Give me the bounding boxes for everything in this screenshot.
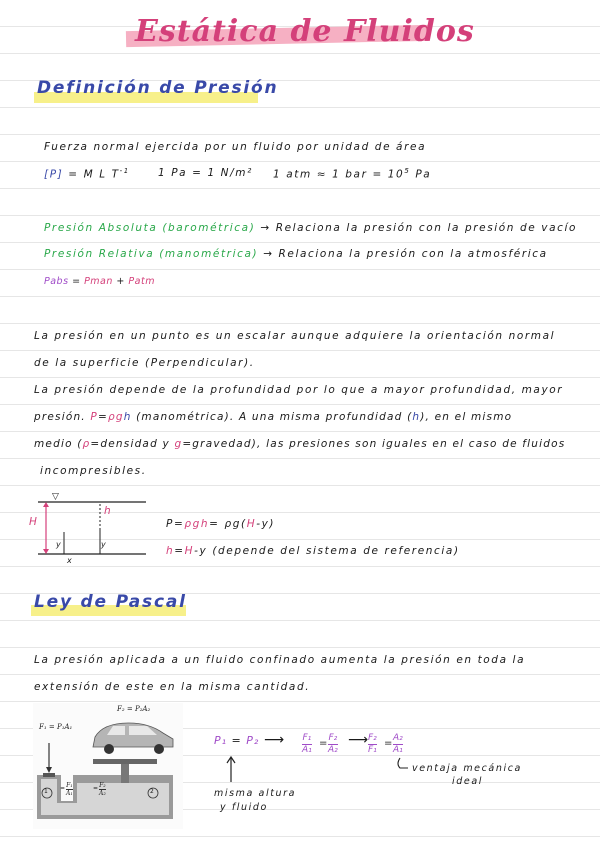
up-arrow-icon — [224, 754, 238, 784]
advantage-label-1: ventaja mecánica — [412, 763, 522, 774]
p4-rhog: ρg — [107, 411, 124, 423]
formula-eq: = — [72, 276, 81, 287]
frac-f2b: F₂ — [368, 733, 377, 743]
pascal-p1: P₁ — [214, 734, 228, 747]
diagram-label-h: h — [104, 505, 113, 517]
pascal-p-equality — [214, 734, 259, 747]
p4-h2: h — [412, 411, 421, 423]
formula-pabs: Pabs — [44, 276, 69, 287]
fig-frac1-den: A₁ — [66, 790, 73, 797]
atm-def-text: 1 atm ≈ 1 bar = 10 — [273, 168, 405, 181]
pascal-arrow-2: ⟶ — [348, 732, 369, 748]
p5-c: =gravedad), las presiones son iguales en el caso de fluidos — [182, 438, 566, 450]
paragraph-line-1: La presión en un punto es un escalar aunque adquiere la orientación normal — [34, 330, 556, 342]
fig-label-f1: F₁ = P₁A₁ — [39, 723, 73, 731]
pascal-note-2: y fluido — [220, 802, 268, 813]
diagram-label-y: y — [56, 540, 63, 549]
eq1-eq: = — [173, 518, 185, 530]
section-heading-presion: Definición de Presión — [37, 78, 279, 98]
eq1-h: h — [200, 518, 210, 530]
pascal-note-1: misma altura — [214, 788, 297, 799]
dimension-eq: = M L T — [68, 168, 120, 181]
paragraph-line-3: La presión depende de la profundidad por lo que a mayor profundidad, mayor — [34, 384, 564, 396]
pascal-frac-f2f1 — [368, 733, 377, 756]
diagram-label-y2: y — [101, 540, 108, 549]
rel-pressure-line — [44, 248, 548, 260]
formula-plus: + — [116, 276, 125, 287]
rel-pressure-desc: → Relaciona la presión con la atmosférica — [263, 248, 548, 260]
hydraulic-press-svg — [33, 703, 183, 829]
atm-exp: 5 — [404, 167, 411, 175]
pascal-line-1: La presión aplicada a un fluido confinado aumenta la presión en toda la — [34, 654, 526, 666]
atm-definition — [273, 167, 431, 181]
fig-frac2-num: F₂ — [99, 782, 106, 789]
depth-equation — [166, 545, 460, 557]
fig-frac2 — [99, 782, 106, 797]
fig-frac1-num: F₁ — [66, 782, 73, 789]
p5-rho: ρ — [82, 438, 91, 450]
pressure-sum-formula — [44, 276, 155, 287]
diagram-label-x: x — [67, 556, 74, 565]
eq2-h: h — [166, 545, 175, 557]
rel-pressure-term: Presión Relativa (manométrica) — [44, 248, 259, 260]
p4-h: h — [123, 411, 132, 423]
frac-f1b: F₁ — [368, 745, 377, 755]
p4-eq: = — [97, 411, 108, 423]
fig-eq1: = — [60, 785, 66, 792]
p4-b: (manométrica). A una misma profundidad ( — [136, 411, 413, 423]
fig-frac2-den: A₂ — [99, 790, 106, 797]
frac-a1: A₁ — [302, 745, 312, 755]
frac-f1: F₁ — [302, 733, 312, 743]
eq2-eq: = — [174, 545, 185, 557]
fig-frac1 — [66, 782, 73, 797]
frac-a2: A₂ — [328, 745, 338, 755]
definition-text: Fuerza normal ejercida por un fluido por unidad de área — [44, 141, 427, 153]
eq1-rhog: ρg — [184, 518, 201, 530]
p4-p: P — [90, 411, 98, 423]
fig-eq2: = — [93, 785, 99, 792]
p4-a: presión. — [34, 411, 86, 423]
eq2-note: (depende del sistema de referencia) — [212, 545, 460, 557]
dimension-bracket: [P] — [44, 168, 64, 181]
fig-num1: 1 — [44, 788, 48, 795]
frac-a1b: A₁ — [393, 745, 403, 755]
curved-arrow-icon — [394, 756, 410, 772]
p5-g: g — [174, 438, 183, 450]
paragraph-line-6: incompresibles. — [40, 465, 147, 477]
paragraph-line-4 — [34, 411, 512, 423]
formula-patm: Patm — [128, 276, 155, 287]
pascal-eq-3: = — [384, 738, 393, 749]
pascal-frac-a2a1 — [393, 733, 403, 756]
depth-diagram — [28, 492, 153, 567]
dimension-exp: -1 — [119, 167, 130, 175]
atm-unit: Pa — [415, 168, 432, 181]
section-heading-pascal: Ley de Pascal — [34, 592, 187, 612]
pascal-peq: = — [231, 734, 242, 747]
dimension-line — [44, 167, 130, 181]
frac-f2: F₂ — [328, 733, 338, 743]
page-title: Estática de Fluidos — [135, 14, 475, 49]
eq1-p: P — [166, 518, 174, 530]
pascal-definition: 1 Pa = 1 N/m² — [158, 167, 253, 179]
pascal-p2: P₂ — [246, 734, 260, 747]
diagram-label-H: H — [29, 516, 39, 528]
eq1-rest1: = ρg( — [209, 518, 247, 530]
abs-pressure-term: Presión Absoluta (barométrica) — [44, 222, 256, 234]
p5-a: medio ( — [34, 438, 83, 450]
paragraph-line-2: de la superficie (Perpendicular). — [34, 357, 255, 369]
eq2-H: H — [184, 545, 195, 557]
hydraulic-press-figure — [33, 703, 183, 829]
eq1-H: H — [246, 518, 257, 530]
p4-c: ), en el mismo — [420, 411, 513, 423]
formula-pman: Pman — [84, 276, 113, 287]
abs-pressure-line — [44, 222, 577, 234]
paragraph-line-5 — [34, 438, 565, 450]
frac-a2b: A₂ — [393, 733, 403, 743]
abs-pressure-desc: → Relaciona la presión con la presión de vacío — [260, 222, 578, 234]
pressure-depth-equation — [166, 518, 275, 530]
fig-num2: 2 — [150, 788, 154, 795]
pascal-arrow-1: ⟶ — [264, 732, 285, 748]
surface-symbol: ▽ — [52, 492, 61, 502]
pascal-line-2: extensión de este en la misma cantidad. — [34, 681, 311, 693]
advantage-label-2: ideal — [452, 776, 483, 787]
fig-label-f2: F₂ = P₂A₂ — [117, 705, 151, 713]
eq1-rest2: -y) — [256, 518, 276, 530]
eq2-rest: -y — [194, 545, 208, 557]
pascal-eq-2: = — [319, 738, 328, 749]
p5-b: =densidad y — [90, 438, 170, 450]
pascal-frac-f2a2 — [328, 733, 338, 756]
pascal-frac-f1a1 — [302, 733, 312, 756]
